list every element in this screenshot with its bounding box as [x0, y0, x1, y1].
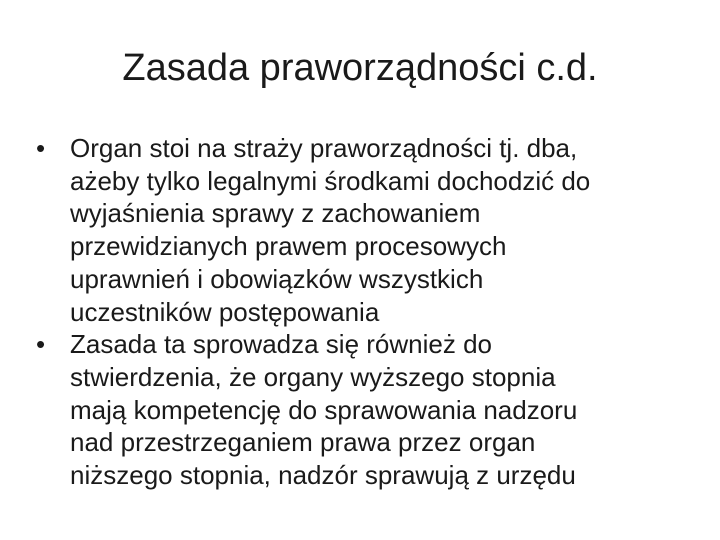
bullet-line: uczestników postępowania [70, 296, 380, 327]
bullet-line: Zasada ta sprowadza się również do [70, 329, 493, 360]
bullet-line: stwierdzenia, że organy wyższego stopnia [70, 361, 556, 392]
bullet-line: przewidzianych prawem procesowych [70, 231, 507, 262]
bullet-line: niższego stopnia, nadzór sprawują z urzędu [70, 460, 576, 491]
bullet-line: wyjaśnienia sprawy z zachowaniem [70, 198, 481, 229]
bullet-line: nad przestrzeganiem prawa przez organ [70, 427, 536, 458]
bullet-line: ażeby tylko legalnymi środkami dochodzić do [70, 165, 591, 196]
bullet-item [36, 328, 676, 492]
bullet-marker: • [36, 329, 46, 360]
bullet-item [36, 132, 676, 328]
slide-title: Zasada praworządności c.d. [122, 47, 598, 89]
bullet-marker: • [36, 133, 46, 163]
bullet-list [36, 132, 676, 492]
bullet-line: Organ stoi na straży praworządności tj. dba, [70, 133, 578, 163]
bullet-line: mają kompetencję do sprawowania nadzoru [70, 394, 578, 425]
bullet-line: uprawnień i obowiązków wszystkich [70, 263, 484, 294]
